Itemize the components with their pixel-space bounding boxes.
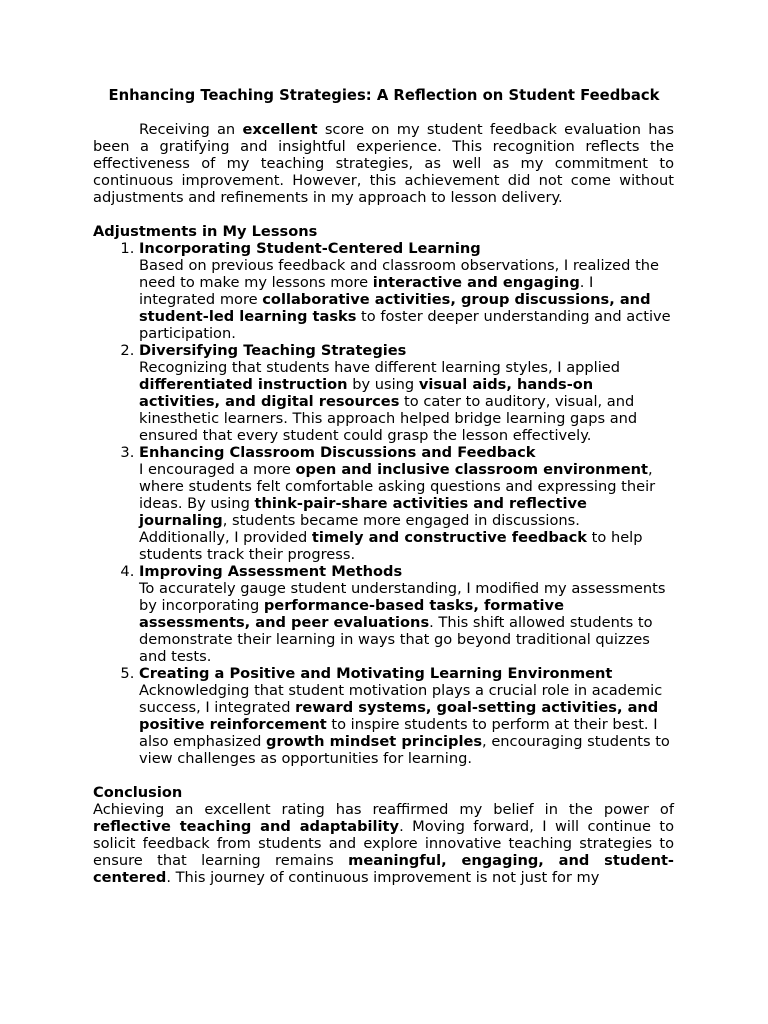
document-title: Enhancing Teaching Strategies: A Reflection on Student Feedback: [108, 87, 660, 104]
list-item: [139, 342, 674, 444]
intro-paragraph: [93, 121, 674, 206]
list-item-title: 2. Diversifying Teaching Strategies: [139, 342, 407, 359]
text-run: Based on previous feedback and classroom observations, I realized the need to make my lessons more: [139, 257, 660, 291]
bold-run: collaborative activities, group discussions, and student-led learning tasks: [139, 291, 651, 325]
text-run: , where students felt comfortable asking questions and expressing their ideas. By using: [139, 461, 656, 512]
text-run: to cater to auditory, visual, and kinesthetic learners. This approach helped bridge learning gaps and ensured that every student could grasp the lesson effectively.: [139, 393, 638, 444]
text-run: by using: [347, 376, 419, 393]
bold-run: excellent: [242, 121, 318, 138]
text-run: Recognizing that students have different learning styles, I applied: [139, 359, 621, 376]
list-item-title: 1. Incorporating Student-Centered Learning: [139, 240, 481, 257]
list-item-body: [139, 580, 674, 665]
text-run: to help students track their progress.: [139, 529, 643, 563]
bold-run: performance-based tasks, formative assessments, and peer evaluations: [139, 597, 564, 631]
text-run: , encouraging students to view challenges as opportunities for learning.: [139, 733, 670, 767]
text-run: I encouraged a more: [139, 461, 296, 478]
bold-run: differentiated instruction: [139, 376, 348, 393]
list-item-title: 4. Improving Assessment Methods: [139, 563, 403, 580]
list-item-title: 5. Creating a Positive and Motivating Learning Environment: [139, 665, 613, 682]
text-run: To accurately gauge student understanding, I modified my assessments by incorporating: [139, 580, 666, 614]
text-run: . This journey of continuous improvement is not just for my: [166, 869, 600, 886]
conclusion-paragraph: [93, 801, 674, 886]
text-run: score on my student feedback evaluation has been a gratifying and insightful experience. This recognition reflects the effectiveness of my teaching strategies, as well as my commitment to continuous improvement. However, this achievement did not come without adjustments and refinements in my approach to lesson delivery.: [93, 121, 674, 206]
bold-run: open and inclusive classroom environment: [295, 461, 649, 478]
text-run: , students became more engaged in discussions. Additionally, I provided: [139, 512, 580, 546]
bold-run: growth mindset principles: [266, 733, 483, 750]
adjustments-list: [93, 240, 674, 767]
text-run: to inspire students to perform at their best. I also emphasized: [139, 716, 658, 750]
text-run: . This shift allowed students to demonstrate their learning in ways that go beyond traditional quizzes and tests.: [139, 614, 653, 665]
bold-run: think-pair-share activities and reflective journaling: [139, 495, 587, 529]
text-run: Achieving an excellent rating has reaffirmed my belief in the power of: [93, 801, 674, 818]
text-run: to foster deeper understanding and active participation.: [139, 308, 671, 342]
text-run: . I integrated more: [139, 274, 594, 308]
section-heading-adjustments: Adjustments in My Lessons: [93, 223, 318, 240]
text-run: Receiving an: [139, 121, 243, 138]
bold-run: meaningful, engaging, and student-centered: [93, 852, 674, 886]
bold-run: visual aids, hands-on activities, and digital resources: [139, 376, 594, 410]
bold-run: reward systems, goal-setting activities, and positive reinforcement: [139, 699, 659, 733]
list-item-body: [139, 257, 674, 342]
list-item: [139, 563, 674, 665]
document-body: [93, 121, 674, 886]
text-run: Acknowledging that student motivation plays a crucial role in academic success, I integrated: [139, 682, 663, 716]
list-item-body: [139, 461, 674, 563]
list-item: [139, 240, 674, 342]
list-item: [139, 665, 674, 767]
list-item-body: [139, 682, 674, 767]
section-heading-conclusion: Conclusion: [93, 784, 183, 801]
list-item-body: [139, 359, 674, 444]
bold-run: timely and constructive feedback: [311, 529, 588, 546]
bold-run: interactive and engaging: [372, 274, 580, 291]
bold-run: reflective teaching and adaptability: [93, 818, 400, 835]
list-item-title: 3. Enhancing Classroom Discussions and Feedback: [139, 444, 536, 461]
list-item: [139, 444, 674, 563]
text-run: . Moving forward, I will continue to solicit feedback from students and explore innovative teaching strategies to ensure that learning remains: [93, 818, 674, 869]
